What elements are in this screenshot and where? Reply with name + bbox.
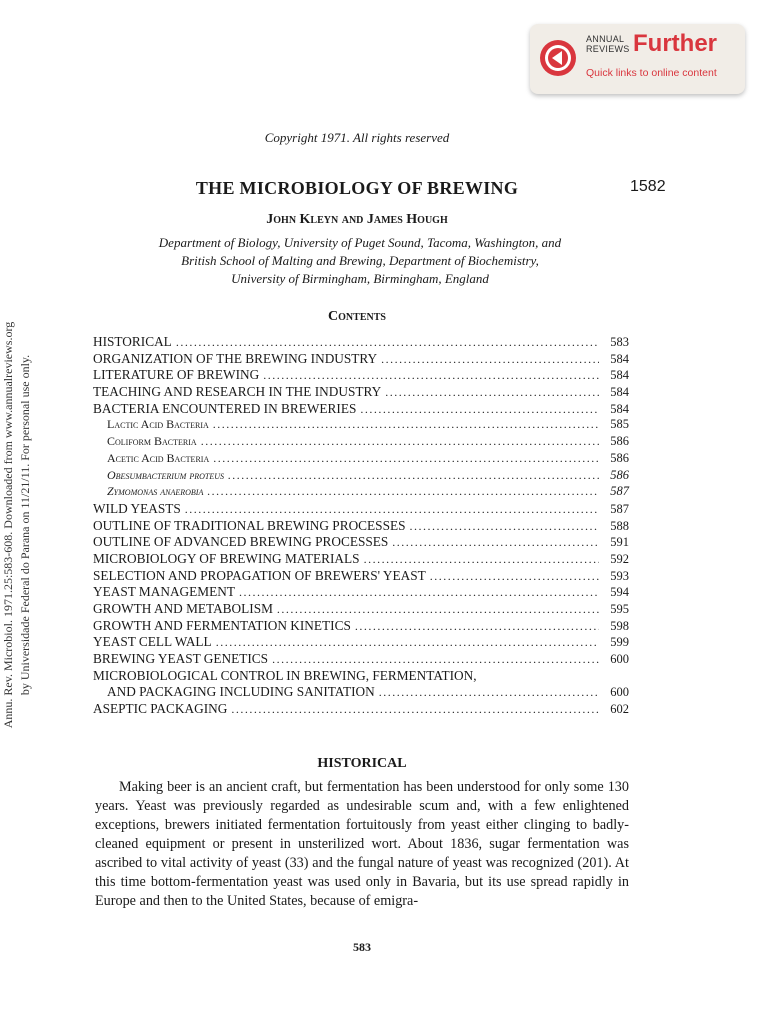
toc-entry-label: ORGANIZATION OF THE BREWING INDUSTRY bbox=[93, 350, 378, 366]
toc-entry-page: 586 bbox=[610, 450, 629, 465]
toc-entry-page: 600 bbox=[610, 652, 629, 667]
toc-entry-page: 587 bbox=[610, 484, 629, 499]
toc-dot-leader bbox=[355, 619, 599, 634]
toc-entry-page: 585 bbox=[610, 417, 629, 432]
toc-entry-page: 595 bbox=[610, 602, 629, 616]
toc-subentry bbox=[93, 417, 629, 434]
toc-entry-page: 591 bbox=[610, 535, 629, 550]
toc-entry-label: GROWTH AND METABOLISM bbox=[93, 601, 273, 616]
toc-entry-page: 586 bbox=[610, 434, 629, 449]
toc-entry-label: BREWING YEAST GENETICS bbox=[93, 651, 269, 667]
annual-reviews-further-badge[interactable] bbox=[530, 24, 745, 94]
toc-entry-page: 602 bbox=[610, 702, 629, 717]
article-number: 1582 bbox=[630, 178, 666, 195]
section-heading: HISTORICAL bbox=[317, 756, 407, 771]
toc-entry-page: 599 bbox=[610, 635, 629, 650]
toc-dot-leader bbox=[228, 468, 599, 483]
toc-entry-page: 586 bbox=[610, 467, 629, 482]
download-note-line-2: by Universidade Federal do Parana on 11/21/11. For personal use only. bbox=[18, 354, 32, 696]
toc-entry-label: Lactic Acid Bacteria bbox=[107, 417, 209, 432]
toc-entry-label: LITERATURE OF BREWING bbox=[93, 367, 260, 383]
toc-entry-page: 588 bbox=[610, 518, 629, 533]
toc-entry bbox=[93, 701, 629, 718]
toc-dot-leader bbox=[379, 685, 599, 700]
toc-entry-page: 594 bbox=[610, 585, 629, 600]
article-title: THE MICROBIOLOGY OF BREWING bbox=[195, 178, 519, 198]
toc-entry-page: 592 bbox=[610, 551, 629, 566]
toc-dot-leader bbox=[272, 652, 599, 667]
toc-entry-label: MICROBIOLOGICAL CONTROL IN BREWING, FERMENTATION, bbox=[93, 667, 477, 683]
toc-entry-label: MICROBIOLOGY OF BREWING MATERIALS bbox=[93, 550, 360, 566]
toc-dot-leader bbox=[409, 519, 599, 534]
toc-entry bbox=[93, 334, 629, 351]
toc-entry-page: 593 bbox=[610, 568, 629, 583]
toc-entry-continuation bbox=[93, 684, 629, 701]
toc-entry bbox=[93, 367, 629, 384]
toc-entry-label: Acetic Acid Bacteria bbox=[107, 450, 210, 465]
toc-entry-label: WILD YEASTS bbox=[93, 500, 181, 516]
toc-entry-label: Obesumbacterium proteus bbox=[107, 467, 224, 482]
toc-entry-page: 584 bbox=[610, 351, 629, 366]
toc-entry bbox=[93, 518, 629, 535]
badge-line-annual: ANNUAL bbox=[586, 34, 625, 44]
toc-entry bbox=[93, 384, 629, 401]
toc-entry bbox=[93, 651, 629, 668]
toc-entry-label: YEAST CELL WALL bbox=[93, 634, 212, 650]
paragraph: Making beer is an ancient craft, but fermentation has been understood for only some 130 years. Yeast was previously regarded as undesirable scum and, with a few enlightened exceptions, brewers initiated fermentation fortuitously from yeast either clinging to badly-cleaned equipment or present in unsterilized wort. About 1836, sugar fermentation was ascribed to vital activity of yeast (33) and the fungal nature of yeast was recognized (201). At this time bottom-fermentation yeast was used only in Bavaria, but its use spread rapidly in Europe and then to the United States, because of emigra- bbox=[95, 779, 629, 909]
toc-dot-leader bbox=[381, 352, 599, 367]
author-affiliation bbox=[90, 234, 630, 288]
toc-entry bbox=[93, 618, 629, 635]
toc-dot-leader bbox=[360, 402, 599, 417]
contents-heading: Contents bbox=[328, 309, 386, 324]
toc-dot-leader bbox=[277, 602, 599, 617]
download-note-line-1: Annu. Rev. Microbiol. 1971.25:583-608. Downloaded from www.annualreviews.org bbox=[1, 321, 15, 729]
toc-entry-label: Coliform Bacteria bbox=[107, 434, 197, 449]
section-body bbox=[95, 778, 629, 911]
toc-entry bbox=[93, 534, 629, 551]
toc-entry bbox=[93, 551, 629, 568]
page-number: 583 bbox=[353, 940, 371, 954]
toc-entry bbox=[93, 584, 629, 601]
toc-dot-leader bbox=[392, 535, 599, 550]
toc-entry-page: 600 bbox=[610, 685, 629, 700]
toc-entry bbox=[93, 634, 629, 651]
affiliation-line: University of Birmingham, Birmingham, England bbox=[231, 271, 489, 286]
toc-subentry bbox=[93, 434, 629, 451]
toc-entry-label: HISTORICAL bbox=[93, 334, 172, 349]
toc-entry-page: 583 bbox=[610, 335, 629, 349]
table-of-contents bbox=[93, 334, 629, 718]
toc-dot-leader bbox=[176, 335, 599, 350]
toc-entry-label: SELECTION AND PROPAGATION OF BREWERS' YEAST bbox=[93, 567, 426, 583]
toc-entry bbox=[93, 351, 629, 368]
toc-entry-label: GROWTH AND FERMENTATION KINETICS bbox=[93, 617, 351, 633]
toc-entry bbox=[93, 601, 629, 618]
toc-entry-label: YEAST MANAGEMENT bbox=[93, 584, 235, 600]
toc-entry-page: 584 bbox=[610, 401, 629, 416]
copyright-line: Copyright 1971. All rights reserved bbox=[264, 130, 450, 145]
toc-entry-page: 598 bbox=[610, 618, 629, 633]
toc-entry bbox=[93, 568, 629, 585]
toc-entry-label: OUTLINE OF TRADITIONAL BREWING PROCESSES bbox=[93, 517, 406, 533]
toc-dot-leader bbox=[364, 552, 599, 567]
toc-dot-leader bbox=[430, 569, 599, 584]
toc-dot-leader bbox=[213, 417, 599, 432]
toc-entry-page: 584 bbox=[610, 368, 629, 383]
toc-dot-leader bbox=[231, 702, 599, 717]
article-authors: John Kleyn and James Hough bbox=[266, 212, 448, 227]
toc-dot-leader bbox=[207, 484, 599, 499]
toc-dot-leader bbox=[239, 585, 599, 600]
toc-dot-leader bbox=[213, 451, 599, 466]
toc-entry bbox=[93, 501, 629, 518]
badge-further-text: Further bbox=[633, 30, 717, 57]
toc-entry bbox=[93, 401, 629, 418]
affiliation-line: British School of Malting and Brewing, Department of Biochemistry, bbox=[181, 253, 539, 268]
toc-entry-label: TEACHING AND RESEARCH IN THE INDUSTRY bbox=[93, 384, 382, 400]
badge-subtitle: Quick links to online content bbox=[586, 67, 717, 79]
toc-dot-leader bbox=[385, 385, 599, 400]
toc-dot-leader bbox=[201, 434, 599, 449]
toc-dot-leader bbox=[185, 502, 599, 517]
toc-entry-label: AND PACKAGING INCLUDING SANITATION bbox=[107, 684, 375, 700]
toc-entry-page: 584 bbox=[610, 385, 629, 400]
badge-line-reviews: REVIEWS bbox=[586, 44, 630, 54]
toc-subentry bbox=[93, 451, 629, 468]
toc-entry-label: BACTERIA ENCOUNTERED IN BREWERIES bbox=[93, 400, 357, 416]
play-arrow-icon bbox=[540, 40, 576, 76]
toc-entry bbox=[93, 668, 629, 685]
download-note bbox=[0, 165, 40, 885]
toc-entry-label: OUTLINE OF ADVANCED BREWING PROCESSES bbox=[93, 534, 389, 550]
toc-entry-page: 587 bbox=[610, 501, 629, 516]
affiliation-line: Department of Biology, University of Puget Sound, Tacoma, Washington, and bbox=[158, 235, 562, 250]
toc-entry-label: ASEPTIC PACKAGING bbox=[93, 701, 228, 717]
toc-subentry bbox=[93, 484, 629, 501]
toc-entry-label: Zymomonas anaerobia bbox=[107, 484, 204, 499]
toc-subentry bbox=[93, 468, 629, 485]
toc-dot-leader bbox=[216, 635, 599, 650]
toc-dot-leader bbox=[263, 368, 599, 383]
